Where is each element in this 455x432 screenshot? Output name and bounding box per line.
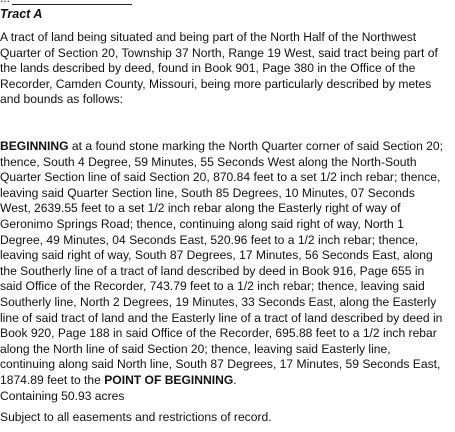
period: . xyxy=(233,372,237,387)
beginning-label: BEGINNING xyxy=(0,139,69,153)
tract-heading: Tract A xyxy=(0,7,43,21)
tract-description-paragraph: A tract of land being situated and being part of the North Half of the Northwest Quarter of Section 20, Township 37 North, Range 19 West, said tract being part of the lands described by deed, found in Book 901, Page 380 in the Office of the Recorder, Camden County, Missouri, being more particularly described by metes and bounds as follows: xyxy=(0,30,438,107)
point-of-beginning-label: POINT OF BEGINNING xyxy=(104,372,234,387)
cropped-text xyxy=(0,0,10,5)
cropped-previous-line xyxy=(0,0,132,5)
subject-line: Subject to all easements and restrictions of record. xyxy=(0,410,272,424)
metes-and-bounds-text: at a found stone marking the North Quarter corner of said Section 20; thence, South 4 Degree, 59 Minutes, 55 Seconds West along the North-South Quarter Section line of said Section 20, 870.84 feet to a set 1/2 inch rebar; thence, leaving said Quarter Section line, South 85 Degrees, 10 Minutes, 07 Seconds West, 2639.55 feet to a set 1/2 inch rebar along the Easterly right of way of Geronimo Springs Road; thence, continuing along said right of way, North 1 Degree, 49 Minutes, 04 Seconds East, 520.96 feet to a 1/2 inch rebar; thence, leaving said right of way, South 87 Degrees, 17 Minutes, 56 Seconds East, along the Southerly line of a tract of land described by deed in Book 916, Page 655 in said Office of the Recorder, 743.79 feet to a 1/2 inch rebar; thence, leaving said Southerly line, North 2 Degrees, 19 Minutes, 33 Seconds East, along the Easterly line of said tract of land and the Easterly line of a tract of land described by deed in Book 920, Page 188 in said Office of the Recorder, 695.88 feet to a 1/2 inch rebar along the North line of said Section 20; thence, leaving said Easterly line, continuing along said North line, South 87 Degrees, 17 Minutes, 59 Seconds East, 1874.89 feet to the xyxy=(0,139,443,387)
underline-rule xyxy=(12,4,132,5)
acreage-line: Containing 50.93 acres xyxy=(0,389,125,403)
metes-and-bounds-paragraph xyxy=(0,139,448,389)
